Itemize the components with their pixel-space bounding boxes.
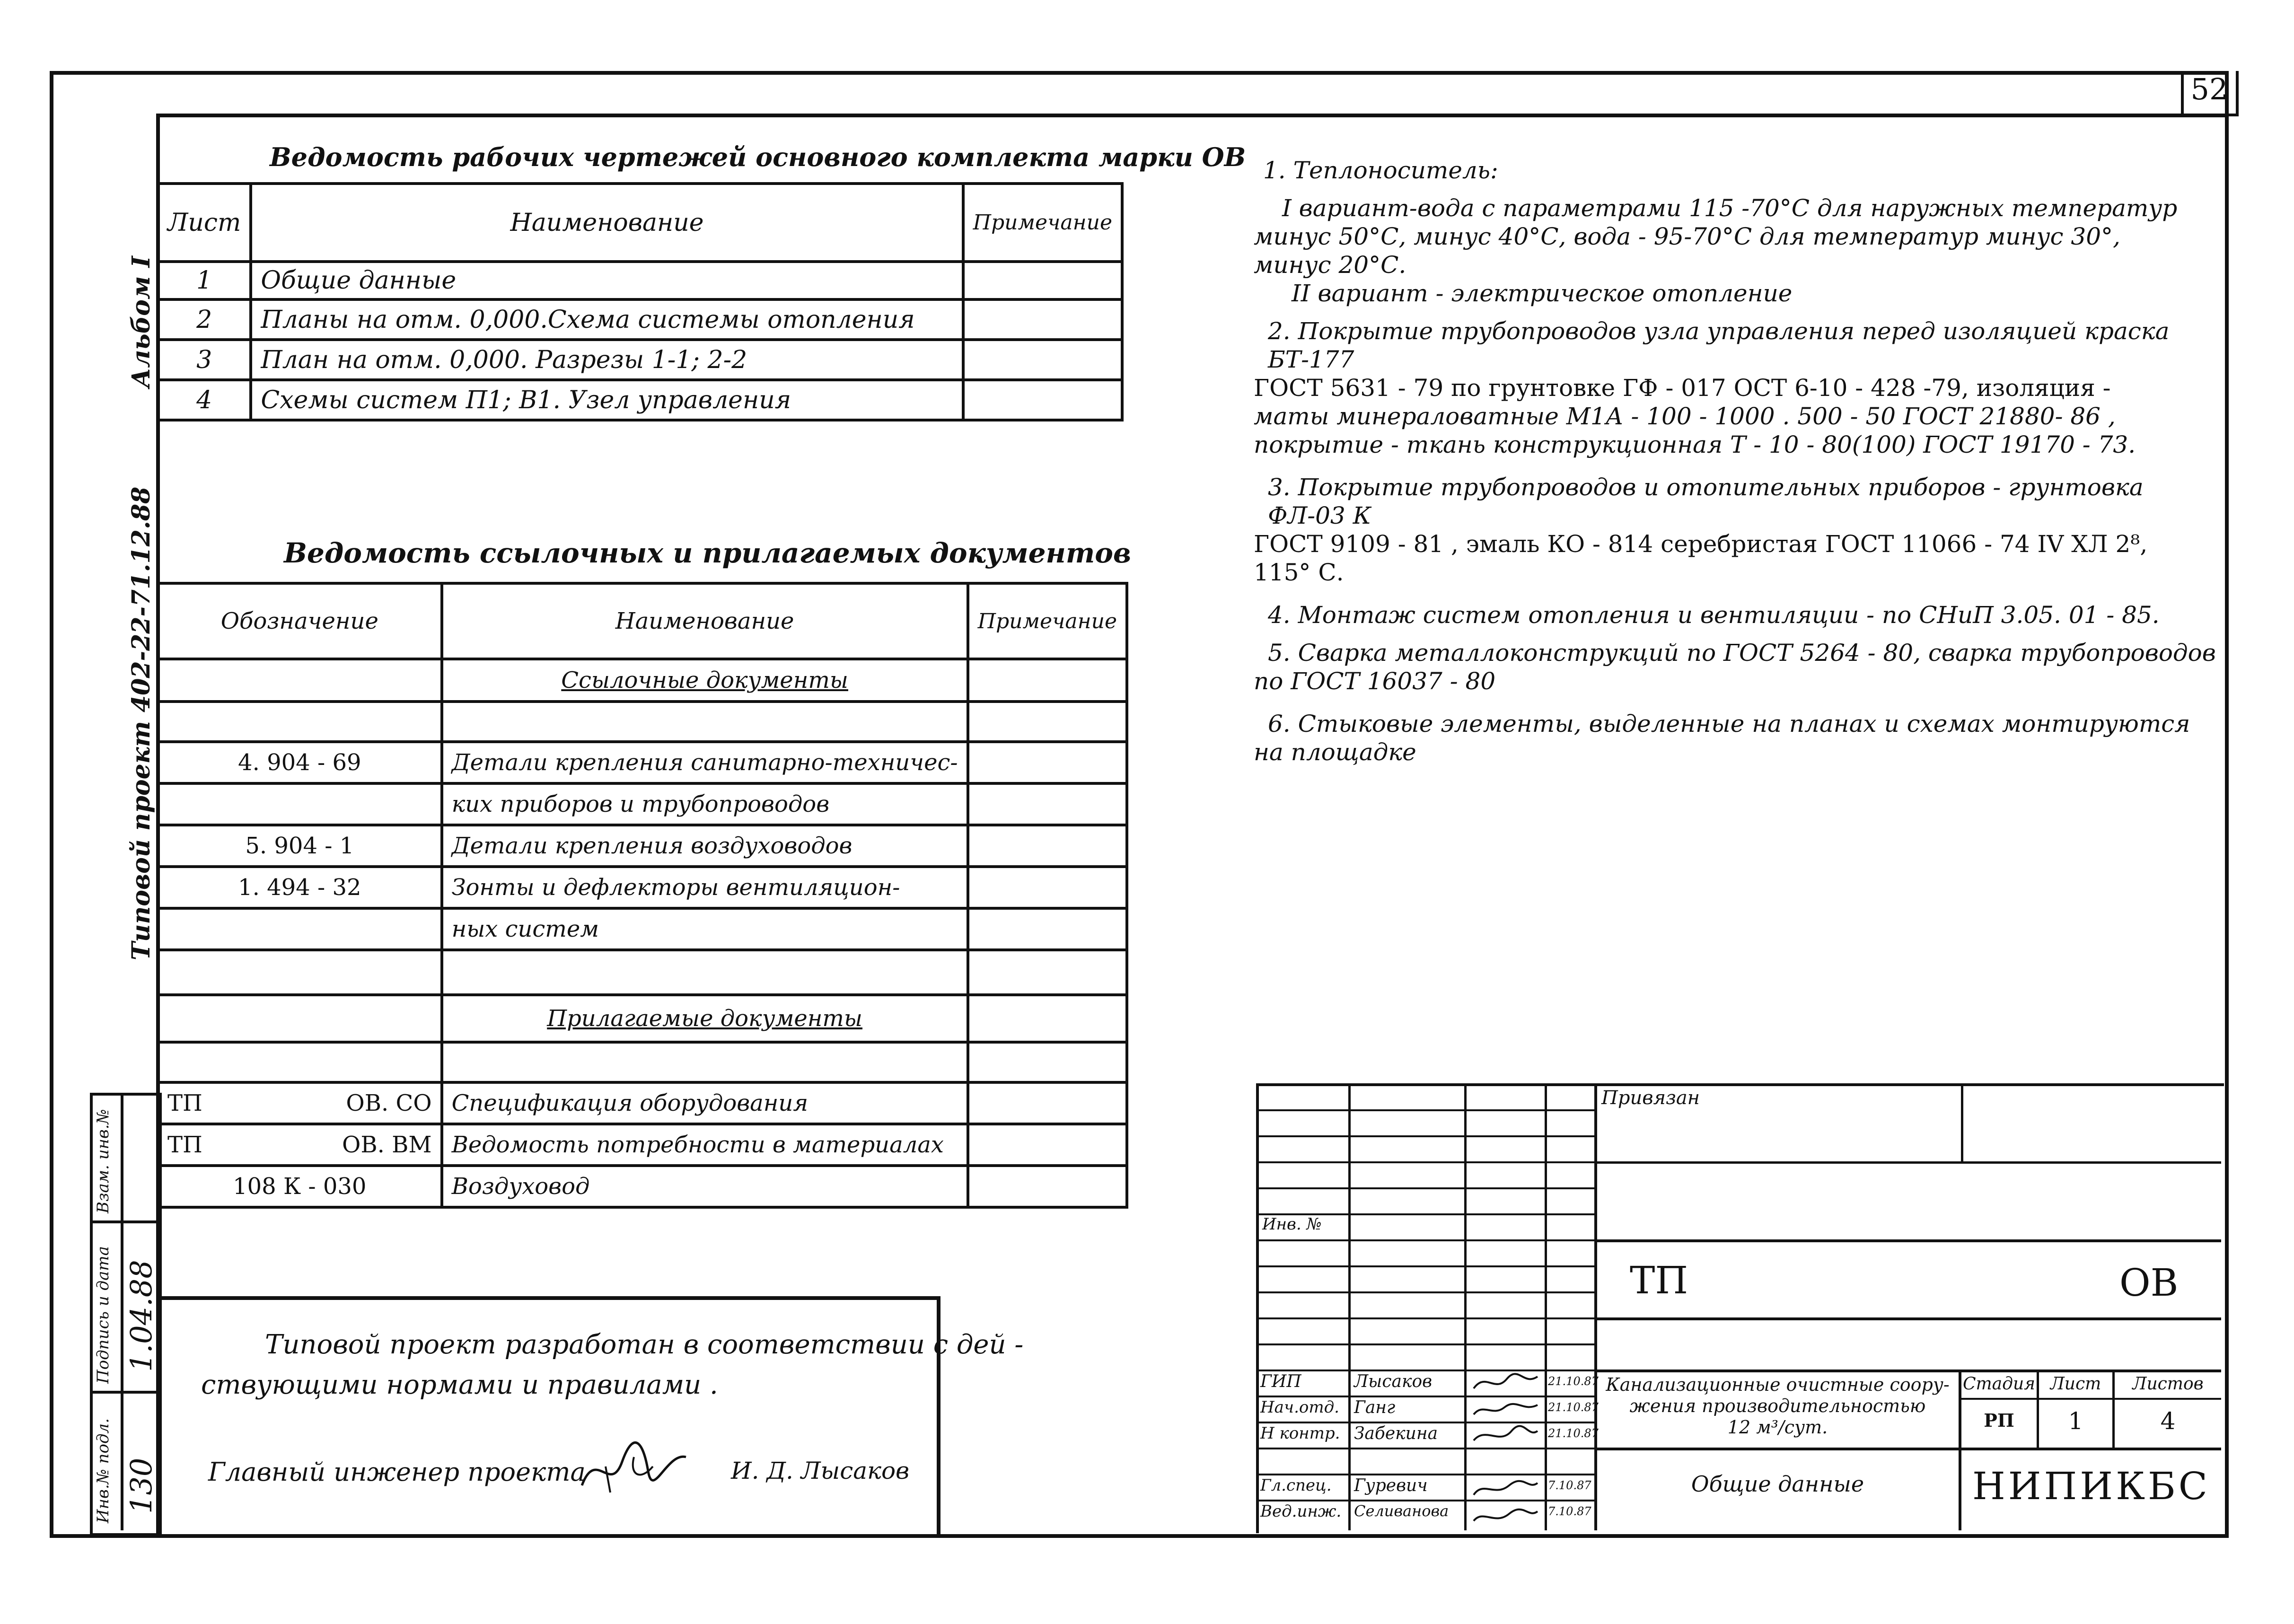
code-right: ОВ <box>2119 1261 2179 1305</box>
note-line: минус 50°С, минус 40°С, вода - 95-70°С для температур минус 30°, <box>1254 223 2120 250</box>
signer-role: Н контр. <box>1260 1424 1340 1443</box>
chief-engineer-name: И. Д. Лысаков <box>731 1457 910 1484</box>
sheets-label: Листов <box>2132 1374 2204 1394</box>
row-code: 5. 904 - 1 <box>158 825 442 867</box>
note-line: по ГОСТ 16037 - 80 <box>1254 667 1496 695</box>
signer-role: Нач.отд. <box>1260 1398 1339 1417</box>
note-line: I вариант-вода с параметрами 115 -70°С для наружных температур <box>1282 194 2178 222</box>
row-note <box>963 340 1122 380</box>
standards-text-1: Типовой проект разработан в соответствии с дей - <box>265 1329 1024 1360</box>
row-code-b: ОВ. СО <box>346 1090 432 1116</box>
working-drawings-table <box>156 182 1124 421</box>
row-name: Общие данные <box>251 262 963 299</box>
row-note <box>963 299 1122 340</box>
object-name-2: жения производительностью <box>1629 1396 1926 1416</box>
album-label: Альбом I <box>127 256 156 388</box>
privyazan-label: Привязан <box>1601 1087 1700 1109</box>
row-code: 4. 904 - 69 <box>158 742 442 783</box>
row-code-a: ТП <box>167 1132 202 1158</box>
sheet-label: Лист <box>2050 1374 2101 1394</box>
sheet-value: 1 <box>2068 1407 2083 1435</box>
object-name-3: 12 м³/сут. <box>1727 1417 1828 1438</box>
note-line: 2. Покрытие трубопроводов узла управления перед изоляцией краска БТ-177 <box>1268 317 2170 373</box>
code-left: ТП <box>1630 1258 1688 1302</box>
table-row <box>158 783 1127 825</box>
table-row <box>158 380 1122 420</box>
row-sheet: 3 <box>158 340 251 380</box>
row-name: План на отм. 0,000. Разрезы 1-1; 2-2 <box>251 340 963 380</box>
row-code <box>158 1082 442 1124</box>
row-name: ких приборов и трубопроводов <box>442 783 968 825</box>
row-code <box>158 908 442 950</box>
table-row <box>158 262 1122 299</box>
row-name: Планы на отм. 0,000.Схема системы отопления <box>251 299 963 340</box>
page-number: 52 <box>2190 72 2228 106</box>
table-row <box>158 1166 1127 1207</box>
row-name: Схемы систем П1; В1. Узел управления <box>251 380 963 420</box>
note-line: 115° С. <box>1254 559 1344 586</box>
signer-name: Гуревич <box>1354 1476 1428 1495</box>
table-row <box>158 1082 1127 1124</box>
standards-text-2: ствующими нормами и правилами . <box>201 1369 718 1400</box>
signer-date: 7.10.87 <box>1548 1505 1591 1518</box>
table-row <box>158 825 1127 867</box>
signer-name: Забекина <box>1354 1424 1438 1443</box>
note-line: минус 20°С. <box>1254 251 1406 279</box>
row-name: Зонты и дефлекторы вентиляцион- <box>442 867 968 908</box>
th-note: Примечание <box>963 184 1122 262</box>
signer-name: Ганг <box>1354 1398 1396 1417</box>
stamp-sign-date-value: 1.04.88 <box>124 1260 158 1372</box>
note-line: 3. Покрытие трубопроводов и отопительных приборов - грунтовка ФЛ-03 К <box>1268 474 2144 529</box>
row-note <box>963 380 1122 420</box>
row-name: ных систем <box>442 908 968 950</box>
signer-date: 21.10.87 <box>1548 1401 1599 1414</box>
th-name: Наименование <box>442 583 968 659</box>
row-code-b: ОВ. ВМ <box>342 1132 432 1158</box>
stage-label: Стадия <box>1963 1374 2035 1394</box>
row-code: 1. 494 - 32 <box>158 867 442 908</box>
signer-name: Селиванова <box>1354 1502 1449 1520</box>
note-line: 6. Стыковые элементы, выделенные на планах и схемах монтируются <box>1268 710 2190 737</box>
signer-role: Гл.спец. <box>1260 1476 1332 1495</box>
signature-marks <box>1467 1369 1545 1530</box>
table-row <box>158 908 1127 950</box>
signer-date: 21.10.87 <box>1548 1427 1599 1440</box>
row-code-a: ТП <box>167 1090 202 1116</box>
row-sheet: 4 <box>158 380 251 420</box>
row-code <box>158 1124 442 1166</box>
th-note: Примечание <box>968 583 1127 659</box>
th-sheet: Лист <box>158 184 251 262</box>
stamp-inv-podl-value: 130 <box>124 1457 158 1514</box>
signer-date: 21.10.87 <box>1548 1375 1599 1388</box>
org-name: НИПИКБС <box>1972 1464 2210 1508</box>
signer-role: ГИП <box>1260 1372 1301 1391</box>
section-ref: Ссылочные документы <box>442 659 968 702</box>
working-drawings-title: Ведомость рабочих чертежей основного комплекта марки ОВ <box>270 142 1246 172</box>
row-name: Детали крепления воздуховодов <box>442 825 968 867</box>
row-code <box>158 1166 442 1207</box>
row-sheet: 1 <box>158 262 251 299</box>
sheets-value: 4 <box>2160 1407 2176 1435</box>
row-note <box>963 262 1122 299</box>
reference-docs-title: Ведомость ссылочных и прилагаемых документов <box>284 537 1131 569</box>
row-name: Спецификация оборудования <box>442 1082 968 1124</box>
stamp-sign-date-label: Подпись и дата <box>94 1246 113 1384</box>
chief-signature <box>577 1438 691 1500</box>
note-line: покрытие - ткань конструкционная Т - 10 - 80(100) ГОСТ 19170 - 73. <box>1254 431 2136 458</box>
object-name-1: Канализационные очистные соору- <box>1606 1374 1950 1395</box>
general-notes <box>1254 156 2219 766</box>
table-row <box>158 1124 1127 1166</box>
row-sheet: 2 <box>158 299 251 340</box>
project-label: Типовой проект 402-22-71.12.88 <box>127 486 156 960</box>
row-name: Детали крепления санитарно-техничес- <box>442 742 968 783</box>
stamp-inv-podl-label: Инв.№ подл. <box>94 1418 113 1523</box>
row-name: Воздуховод <box>442 1166 968 1207</box>
note-line: 4. Монтаж систем отопления и вентиляции - по СНиП 3.05. 01 - 85. <box>1268 601 2160 629</box>
signer-role: Вед.инж. <box>1260 1502 1342 1521</box>
note-line: ГОСТ 5631 - 79 по грунтовке ГФ - 017 ОСТ 6-10 - 428 -79, изоляция - <box>1254 374 2111 402</box>
sheet-title: Общие данные <box>1691 1471 1864 1497</box>
signer-date: 7.10.87 <box>1548 1479 1591 1492</box>
inv-no-label: Инв. № <box>1262 1215 1322 1234</box>
row-code <box>158 783 442 825</box>
table-row <box>158 299 1122 340</box>
signer-name: Лысаков <box>1354 1372 1433 1391</box>
stamp-vzam-label: Взам. инв.№ <box>94 1109 113 1213</box>
note-line: маты минераловатные М1А - 100 - 1000 . 500 - 50 ГОСТ 21880- 86 , <box>1254 403 2116 430</box>
table-row <box>158 867 1127 908</box>
note-line: ГОСТ 9109 - 81 , эмаль КО - 814 серебристая ГОСТ 11066 - 74 IV ХЛ 2⁸, <box>1254 530 2148 558</box>
note-line: на площадке <box>1254 738 1416 766</box>
section-att: Прилагаемые документы <box>442 995 968 1042</box>
row-name: Ведомость потребности в материалах <box>442 1124 968 1166</box>
row-code-a: 108 К - 030 <box>233 1173 367 1200</box>
reference-docs-table <box>156 582 1128 1209</box>
note-line: 5. Сварка металлоконструкций по ГОСТ 5264 - 80, сварка трубопроводов <box>1268 639 2216 667</box>
stage-value: РП <box>1984 1410 2014 1431</box>
note-line: II вариант - электрическое отопление <box>1292 280 1793 307</box>
th-code: Обозначение <box>158 583 442 659</box>
th-name: Наименование <box>251 184 963 262</box>
chief-engineer-label: Главный инженер проекта <box>208 1457 586 1487</box>
note-line: 1. Теплоноситель: <box>1263 157 1498 184</box>
table-row <box>158 742 1127 783</box>
table-row <box>158 340 1122 380</box>
